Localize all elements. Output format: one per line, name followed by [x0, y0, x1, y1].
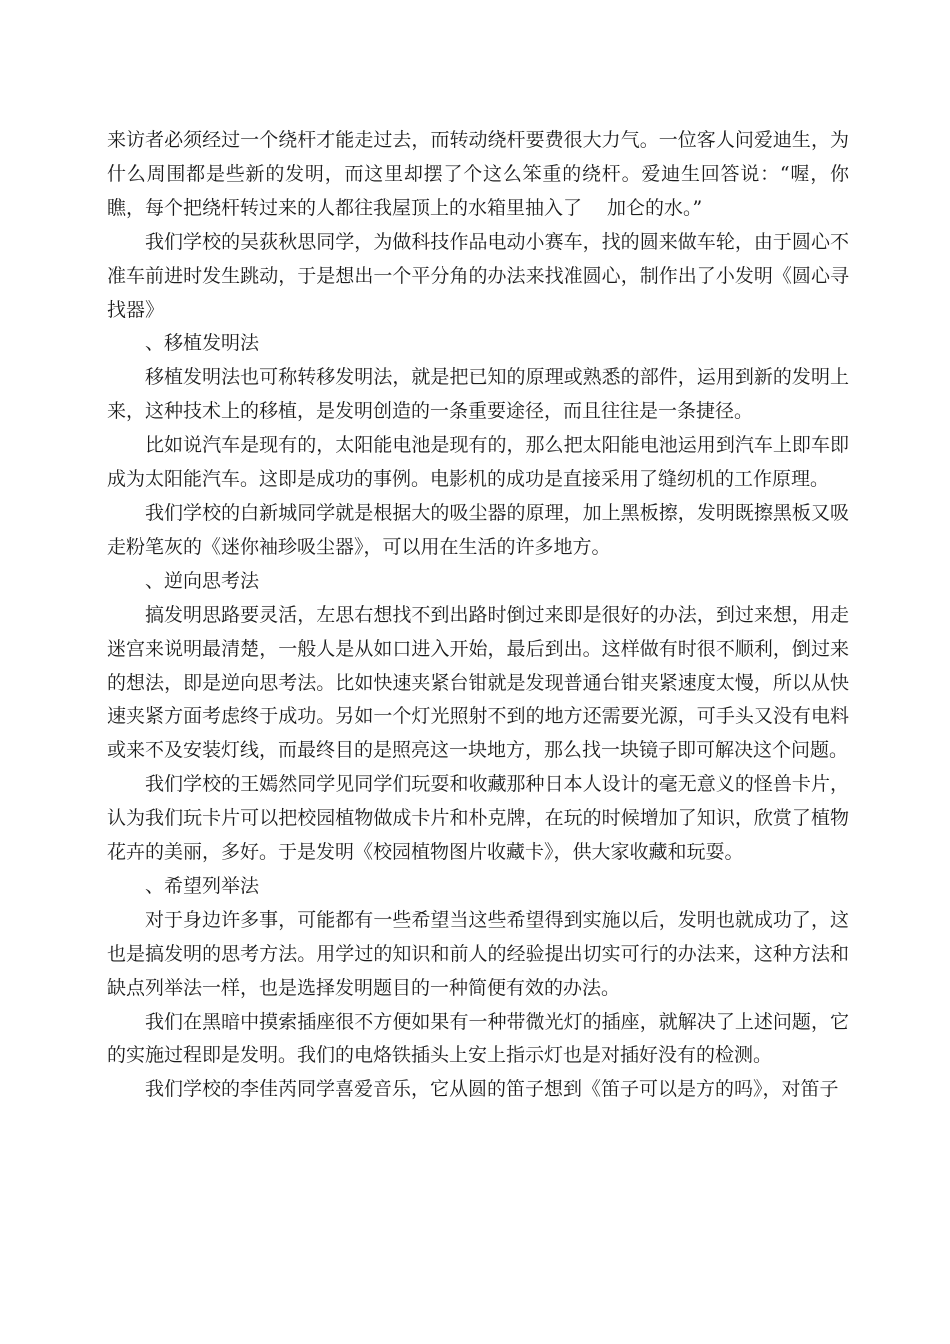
paragraph-circle-finder: 我们学校的吴荻秋思同学，为做科技作品电动小赛车，找的圆来做车轮，由于圆心不准车前进时发生跳动，于是想出一个平分角的办法来找准圆心，制作出了小发明《圆心寻找器》: [107, 230, 849, 321]
section-heading-reverse: 、逆向思考法: [145, 569, 260, 592]
paragraph-edison-continuation: 来访者必须经过一个绕杆才能走过去，而转动绕杆要费很大力气。一位客人问爱迪生，为什么周围都是些新的发明，而这里却摆了个这么笨重的绕杆。爱迪生回答说：“喔，你瞧，每个把绕杆转过来的人都往我屋顶上的水箱里抽入了 加仑的水。”: [107, 129, 849, 219]
paragraph-transplant-definition: 移植发明法也可称转移发明法，就是把已知的原理或熟悉的部件，运用到新的发明上来，这种技术上的移植，是发明创造的一条重要途径，而且往往是一条捷径。: [107, 366, 849, 423]
paragraph-socket-light: 我们在黑暗中摸索插座很不方便如果有一种带微光灯的插座，就解决了上述问题，它的实施过程即是发明。我们的电烙铁插头上安上指示灯也是对插好没有的检测。: [107, 1010, 849, 1067]
paragraph-wish-list-method: 对于身边许多事，可能都有一些希望当这些希望得到实施以后，发明也就成功了，这也是搞发明的思考方法。用学过的知识和前人的经验提出切实可行的办法来，这种方法和缺点列举法一样，也是选择发明题目的一种简便有效的办法。: [107, 908, 849, 999]
paragraph-reverse-thinking: 搞发明思路要灵活，左思右想找不到出路时倒过来即是很好的办法，到过来想，用走迷宫来说明最清楚，一般人是从如口进入开始，最后到出。这样做有时很不顺利，倒过来的想法，即是逆向思考法。比如快速夹紧台钳就是发现普通台钳夹紧速度太慢，所以从快速夹紧方面考虑终于成功。另如一个灯光照射不到的地方还需要光源，可手头又没有电料或来不及安装灯线，而最终目的是照亮这一块地方，那么找一块镜子即可解决这个问题。: [107, 603, 849, 762]
section-heading-transplant: 、移植发明法: [145, 332, 260, 355]
paragraph-mini-vacuum: 我们学校的白新城同学就是根据大的吸尘器的原理，加上黑板擦，发明既擦黑板又吸走粉笔灰的《迷你袖珍吸尘器》，可以用在生活的许多地方。: [107, 501, 849, 558]
section-heading-wish-list: 、希望列举法: [145, 874, 260, 897]
paragraph-plant-cards: 我们学校的王嫣然同学见同学们玩耍和收藏那种日本人设计的毫无意义的怪兽卡片，认为我们玩卡片可以把校园植物做成卡片和朴克牌，在玩的时候增加了知识，欣赏了植物花卉的美丽，多好。于是发明《校园植物图片收藏卡》，供大家收藏和玩耍。: [107, 773, 849, 864]
paragraph-solar-car: 比如说汽车是现有的，太阳能电池是现有的，那么把太阳能电池运用到汽车上即车即成为太阳能汽车。这即是成功的事例。电影机的成功是直接采用了缝纫机的工作原理。: [107, 434, 849, 491]
paragraph-square-flute: 我们学校的李佳芮同学喜爱音乐，它从圆的笛子想到《笛子可以是方的吗》，对笛子: [145, 1078, 839, 1101]
document-body: [107, 124, 849, 1107]
